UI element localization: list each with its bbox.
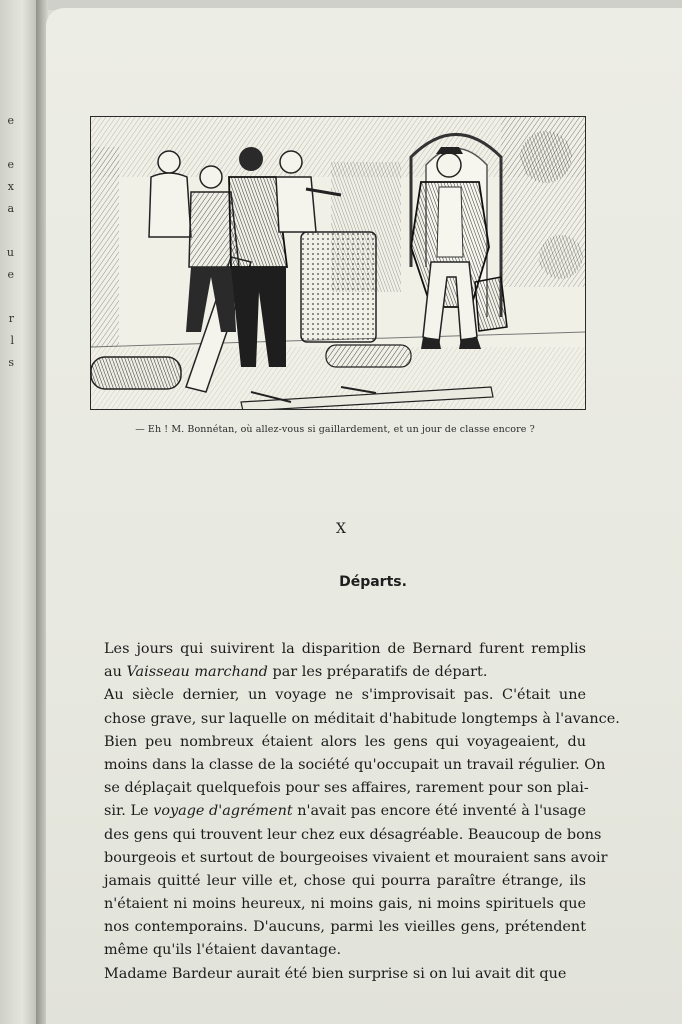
illustration-caption: — Eh ! M. Bonnétan, où allez-vous si gaillardement, et un jour de classe encore ? (135, 424, 535, 435)
left-page-fragment: e (7, 158, 14, 171)
text-segment: n'avait pas encore été inventé à l'usage (292, 803, 586, 820)
left-page-fragment: r (8, 312, 14, 325)
left-page-fragment: x (7, 180, 14, 193)
left-page-fragment (0, 220, 14, 242)
text-line (104, 638, 586, 661)
text-segment: jamais quitté leur ville et, chose qui pourra paraître étrange, ils (104, 872, 586, 889)
italic-text: Vaisseau marchand (126, 664, 268, 681)
text-line (104, 963, 586, 986)
left-page-fragment: e (7, 268, 14, 281)
text-segment: des gens qui trouvent leur chez eux désagréable. Beaucoup de bons (104, 826, 602, 843)
italic-text: voyage d'agrément (153, 803, 293, 820)
text-segment: n'étaient ni moins heureux, ni moins gais, ni moins spirituels que (104, 896, 586, 913)
text-segment: moins dans la classe de la société qu'occupait un travail régulier. On (104, 756, 606, 773)
text-line (104, 777, 589, 800)
left-page-fragment (0, 132, 14, 154)
text-segment: Bien peu nombreux étaient alors les gens qui voyageaient, du (104, 733, 586, 750)
left-page-fragment: l (10, 334, 14, 347)
text-line (104, 708, 620, 731)
text-segment: même qu'ils l'étaient davantage. (104, 942, 342, 959)
text-line (104, 800, 586, 823)
text-line (104, 661, 586, 684)
text-segment: chose grave, sur laquelle on méditait d'habitude longtemps à l'avance. (104, 710, 620, 727)
chapter-title: Départs. (339, 574, 407, 590)
left-page-fragment: e (7, 114, 14, 127)
text-segment: par les préparatifs de départ. (267, 664, 488, 681)
text-line (104, 847, 608, 870)
left-page-text-fragments (0, 110, 14, 374)
paragraph (104, 684, 620, 730)
text-segment: Les jours qui suivirent la disparition de Bernard furent remplis (104, 641, 586, 657)
text-segment: se déplaçait quelquefois pour ses affaires, rarement pour son plai- (104, 780, 589, 797)
text-line (104, 893, 586, 916)
text-segment: au (104, 664, 127, 681)
text-line (104, 870, 586, 893)
text-segment: nos contemporains. D'aucuns, parmi les vieilles gens, prétendent (104, 919, 586, 936)
paragraph (104, 963, 586, 986)
paragraph (104, 731, 608, 963)
text-line (104, 916, 586, 939)
text-segment: Au siècle dernier, un voyage ne s'improvisait pas. C'était une (104, 687, 586, 704)
text-segment: Madame Bardeur aurait été bien surprise si on lui avait dit que (104, 965, 567, 982)
text-line (104, 684, 586, 707)
chapter-number: X (336, 521, 346, 537)
chapter-body-text (104, 638, 620, 986)
left-page-edge (0, 0, 40, 1024)
text-line (104, 731, 586, 754)
left-page-fragment: a (7, 202, 14, 215)
engraving-illustration (90, 116, 586, 410)
text-line (104, 824, 602, 847)
text-line (104, 939, 586, 962)
text-segment: sir. Le (104, 803, 154, 820)
paragraph (104, 638, 586, 684)
text-segment: bourgeois et surtout de bourgeoises vivaient et mouraient sans avoir (104, 849, 608, 866)
left-page-fragment: u (6, 246, 14, 259)
text-line (104, 754, 606, 777)
left-page-fragment: s (8, 356, 14, 369)
left-page-fragment (0, 286, 14, 308)
